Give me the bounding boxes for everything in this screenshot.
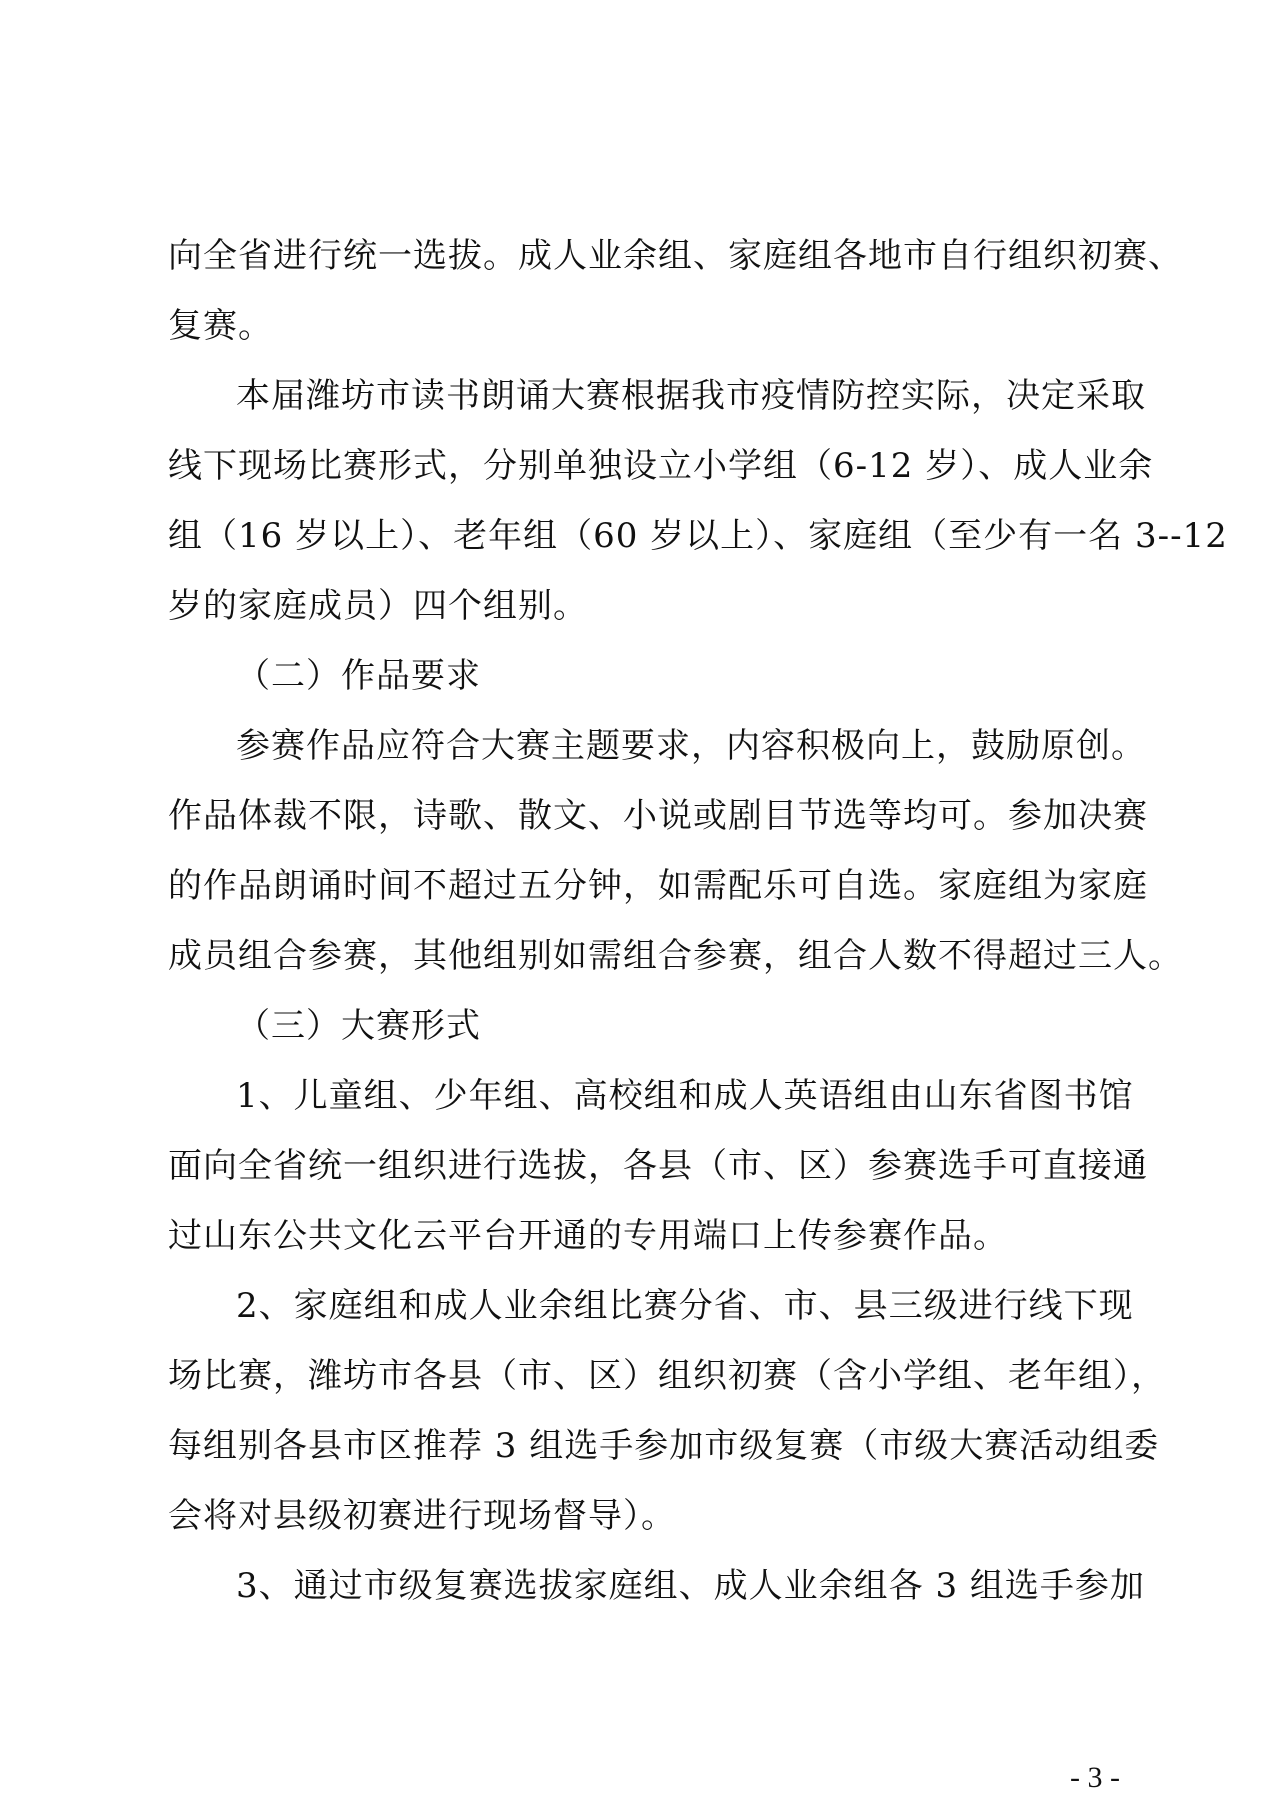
paragraph-line: 每组别各县市区推荐 3 组选手参加市级复赛（市级大赛活动组委	[168, 1426, 1160, 1466]
paragraph-line: 复赛。	[168, 306, 273, 346]
paragraph-line: 岁的家庭成员）四个组别。	[168, 586, 588, 626]
paragraph-line: 作品体裁不限，诗歌、散文、小说或剧目节选等均可。参加决赛	[168, 796, 1148, 836]
paragraph-line: 线下现场比赛形式，分别单独设立小学组（6-12 岁）、成人业余	[168, 446, 1154, 486]
paragraph-line: 本届潍坊市读书朗诵大赛根据我市疫情防控实际，决定采取	[236, 376, 1146, 416]
paragraph-line: 场比赛，潍坊市各县（市、区）组织初赛（含小学组、老年组），	[168, 1356, 1166, 1396]
page-number: - 3 -	[1070, 1761, 1120, 1794]
paragraph-line: 面向全省统一组织进行选拔，各县（市、区）参赛选手可直接通	[168, 1146, 1148, 1186]
paragraph-line: 2、家庭组和成人业余组比赛分省、市、县三级进行线下现	[236, 1286, 1134, 1326]
paragraph-line: 组（16 岁以上）、老年组（60 岁以上）、家庭组（至少有一名 3--12	[168, 516, 1228, 556]
paragraph-line: 1、儿童组、少年组、高校组和成人英语组由山东省图书馆	[236, 1076, 1134, 1116]
paragraph-line: 参赛作品应符合大赛主题要求，内容积极向上，鼓励原创。	[236, 726, 1146, 766]
paragraph-line: 会将对县级初赛进行现场督导）。	[168, 1496, 676, 1536]
section-heading: （二）作品要求	[236, 656, 481, 696]
paragraph-line: 向全省进行统一选拔。成人业余组、家庭组各地市自行组织初赛、	[168, 236, 1183, 276]
paragraph-line: 过山东公共文化云平台开通的专用端口上传参赛作品。	[168, 1216, 1008, 1256]
paragraph-line: 的作品朗诵时间不超过五分钟，如需配乐可自选。家庭组为家庭	[168, 866, 1148, 906]
section-heading: （三）大赛形式	[236, 1006, 481, 1046]
paragraph-line: 3、通过市级复赛选拔家庭组、成人业余组各 3 组选手参加	[236, 1566, 1145, 1606]
paragraph-line: 成员组合参赛，其他组别如需组合参赛，组合人数不得超过三人。	[168, 936, 1183, 976]
